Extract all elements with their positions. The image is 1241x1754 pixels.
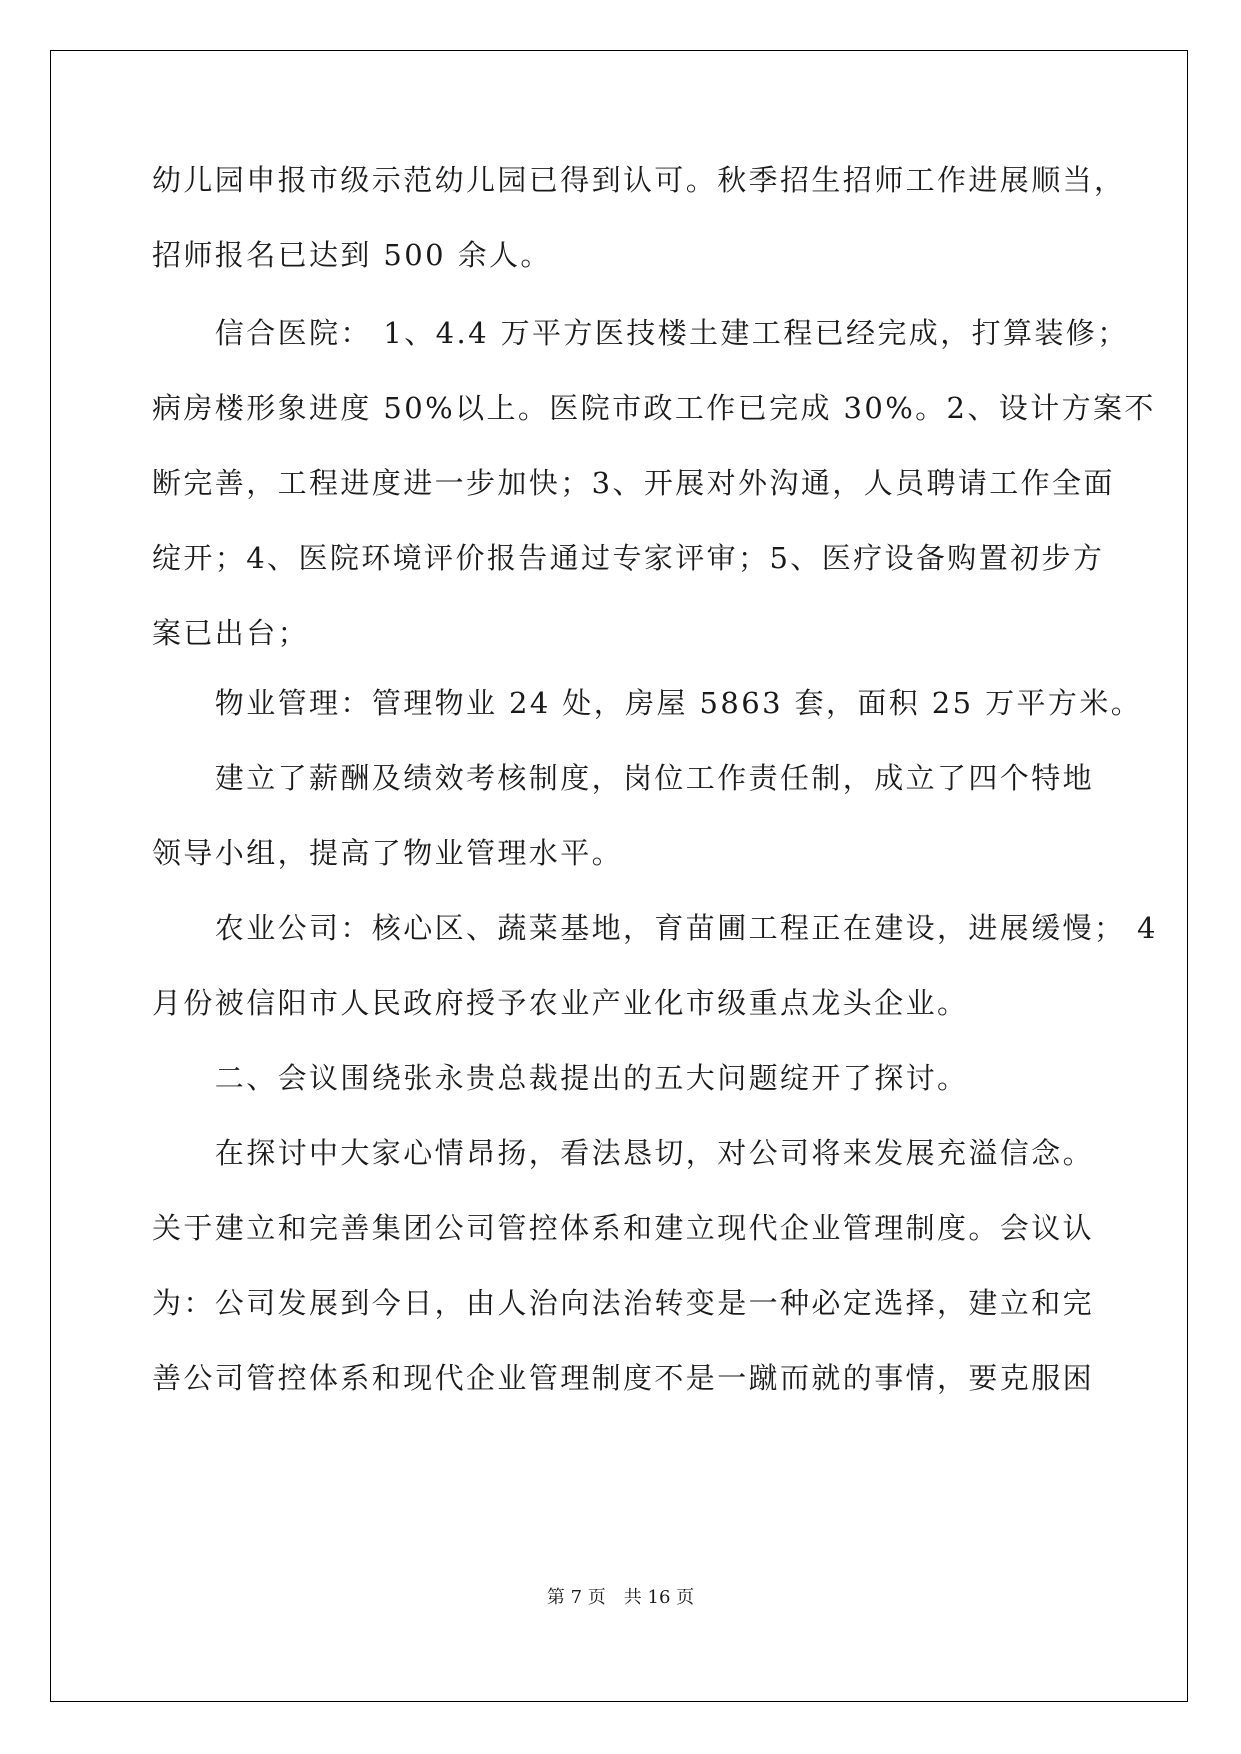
- text-line: 在探讨中大家心情昂扬，看法恳切，对公司将来发展充溢信念。: [152, 1136, 1095, 1170]
- text-line: 物业管理：管理物业 24 处，房屋 5863 套，面积 25 万平方米。: [152, 686, 1143, 720]
- text-line: 为：公司发展到今日，由人治向法治转变是一种必定选择，建立和完: [152, 1286, 1095, 1320]
- text-line: 幼儿园申报市级示范幼儿园已得到认可。秋季招生招师工作进展顺当，: [152, 163, 1126, 197]
- text-line: 善公司管控体系和现代企业管理制度不是一蹴而就的事情，要克服困: [152, 1361, 1095, 1395]
- text-line: 案已出台；: [152, 616, 310, 650]
- text-line: 招师报名已达到 500 余人。: [152, 238, 552, 272]
- text-line: 病房楼形象进度 50%以上。医院市政工作已完成 30%。2、设计方案不: [152, 391, 1156, 425]
- text-line: 绽开；4、医院环境评价报告通过专家评审；5、医疗设备购置初步方: [152, 541, 1105, 575]
- text-line: 关于建立和完善集团公司管控体系和建立现代企业管理制度。会议认: [152, 1211, 1095, 1245]
- text-line: 月份被信阳市人民政府授予农业产业化市级重点龙头企业。: [152, 986, 969, 1020]
- text-line: 农业公司：核心区、蔬菜基地，育苗圃工程正在建设，进展缓慢； 4: [152, 911, 1158, 945]
- text-line: 断完善，工程进度进一步加快；3、开展对外沟通，人员聘请工作全面: [152, 466, 1115, 500]
- text-line: 二、会议围绕张永贵总裁提出的五大问题绽开了探讨。: [152, 1061, 969, 1095]
- text-line: 建立了薪酬及绩效考核制度，岗位工作责任制，成立了四个特地: [152, 761, 1095, 795]
- text-line: 领导小组，提高了物业管理水平。: [152, 836, 624, 870]
- page-border: [50, 50, 1188, 1702]
- page-number-footer: 第 7 页 共 16 页: [546, 1587, 695, 1608]
- text-line: 信合医院： 1、4.4 万平方医技楼土建工程已经完成，打算装修；: [152, 316, 1129, 350]
